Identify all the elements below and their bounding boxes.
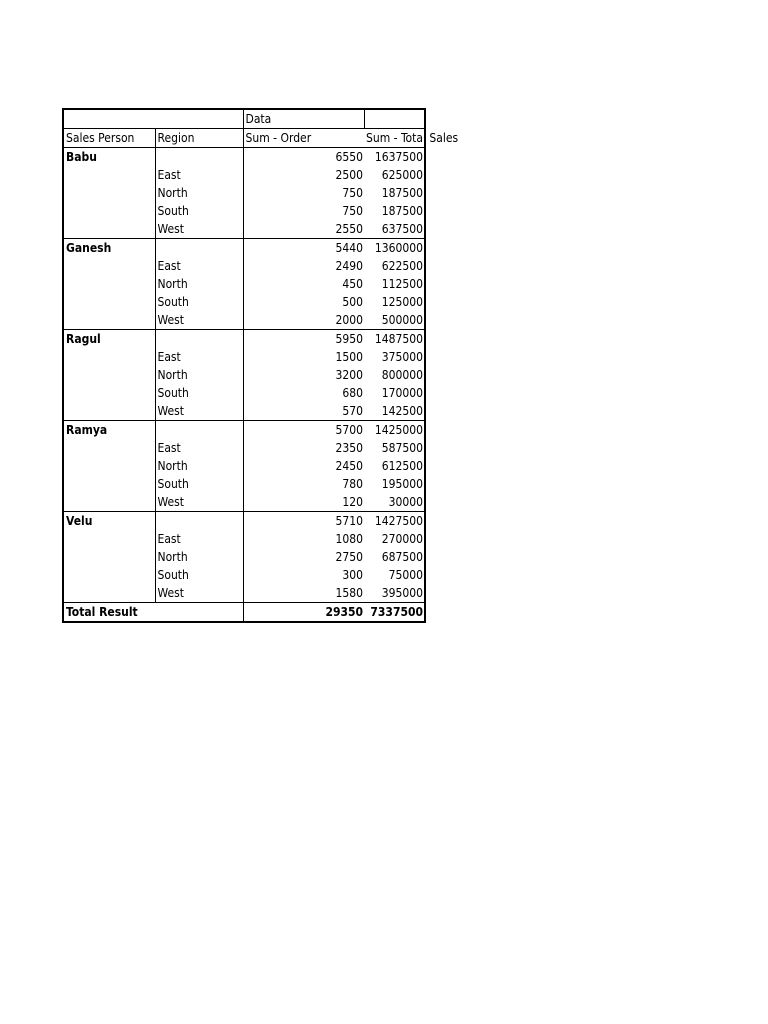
region-cell <box>155 148 243 167</box>
region-row <box>63 457 425 475</box>
order-value: 1080 <box>243 530 364 548</box>
total-sales-value: 637500 <box>364 220 425 239</box>
total-sales-value: 625000 <box>364 166 425 184</box>
order-value: 750 <box>243 202 364 220</box>
total-sales-value: 500000 <box>364 311 425 330</box>
region-row <box>63 257 425 275</box>
region-name: South <box>155 384 243 402</box>
order-value: 300 <box>243 566 364 584</box>
empty-cell <box>63 439 155 457</box>
empty-cell <box>63 566 155 584</box>
subtotal-total-sales: 1427500 <box>364 512 425 531</box>
region-row <box>63 275 425 293</box>
sales-person-name: Ramya <box>63 421 155 440</box>
region-cell <box>155 421 243 440</box>
region-row <box>63 366 425 384</box>
total-sales-value: 170000 <box>364 384 425 402</box>
region-name: East <box>155 257 243 275</box>
region-name: South <box>155 566 243 584</box>
order-value: 2750 <box>243 548 364 566</box>
order-value: 2000 <box>243 311 364 330</box>
order-value: 780 <box>243 475 364 493</box>
total-sales: 7337500 <box>364 603 425 623</box>
total-order: 29350 <box>243 603 364 623</box>
subtotal-order: 6550 <box>243 148 364 167</box>
header-sum-total-sales <box>364 129 459 148</box>
order-value: 2490 <box>243 257 364 275</box>
subtotal-order: 5440 <box>243 239 364 258</box>
order-value: 2350 <box>243 439 364 457</box>
order-value: 120 <box>243 493 364 512</box>
header-sum-order: Sum - Order <box>243 129 364 148</box>
order-value: 3200 <box>243 366 364 384</box>
column-header-row <box>63 129 425 148</box>
region-name: North <box>155 184 243 202</box>
subtotal-order: 5700 <box>243 421 364 440</box>
empty-cell <box>63 548 155 566</box>
empty-cell <box>63 275 155 293</box>
region-name: West <box>155 493 243 512</box>
empty-cell <box>63 530 155 548</box>
group-row-ragul <box>63 330 425 349</box>
empty-cell <box>63 220 155 239</box>
header-sales-person: Sales Person <box>63 129 155 148</box>
group-row-babu <box>63 148 425 167</box>
total-sales-value: 112500 <box>364 275 425 293</box>
order-value: 1500 <box>243 348 364 366</box>
region-row <box>63 311 425 330</box>
sales-person-name: Babu <box>63 148 155 167</box>
region-name: West <box>155 311 243 330</box>
group-row-velu <box>63 512 425 531</box>
total-sales-value: 395000 <box>364 584 425 603</box>
region-row <box>63 566 425 584</box>
total-sales-value: 800000 <box>364 366 425 384</box>
total-sales-value: 30000 <box>364 493 425 512</box>
region-cell <box>155 239 243 258</box>
region-row <box>63 439 425 457</box>
empty-cell <box>63 202 155 220</box>
empty-cell <box>63 348 155 366</box>
region-name: North <box>155 366 243 384</box>
region-row <box>63 293 425 311</box>
total-sales-value: 587500 <box>364 439 425 457</box>
total-sales-value: 125000 <box>364 293 425 311</box>
region-name: West <box>155 402 243 421</box>
subtotal-total-sales: 1425000 <box>364 421 425 440</box>
empty-cell <box>63 402 155 421</box>
subtotal-order: 5950 <box>243 330 364 349</box>
region-row <box>63 493 425 512</box>
region-row <box>63 584 425 603</box>
empty-cell <box>63 184 155 202</box>
header-sum-total-sales-text: Sum - Total Sales <box>366 131 459 145</box>
order-value: 500 <box>243 293 364 311</box>
sales-person-name: Ragul <box>63 330 155 349</box>
empty-cell <box>63 584 155 603</box>
order-value: 1580 <box>243 584 364 603</box>
region-name: South <box>155 475 243 493</box>
region-row <box>63 384 425 402</box>
total-sales-value: 612500 <box>364 457 425 475</box>
region-row <box>63 548 425 566</box>
empty-cell <box>63 475 155 493</box>
region-row <box>63 184 425 202</box>
region-name: East <box>155 166 243 184</box>
region-row <box>63 475 425 493</box>
empty-cell <box>63 311 155 330</box>
region-row <box>63 402 425 421</box>
total-sales-value: 270000 <box>364 530 425 548</box>
total-sales-value: 142500 <box>364 402 425 421</box>
region-cell <box>155 330 243 349</box>
region-cell <box>155 512 243 531</box>
region-row <box>63 530 425 548</box>
order-value: 2550 <box>243 220 364 239</box>
order-value: 450 <box>243 275 364 293</box>
total-result-label: Total Result <box>63 603 243 623</box>
sales-person-name: Ganesh <box>63 239 155 258</box>
region-name: North <box>155 457 243 475</box>
total-sales-value: 622500 <box>364 257 425 275</box>
region-name: North <box>155 548 243 566</box>
subtotal-order: 5710 <box>243 512 364 531</box>
empty-cell <box>63 293 155 311</box>
total-sales-value: 75000 <box>364 566 425 584</box>
region-name: South <box>155 293 243 311</box>
group-row-ganesh <box>63 239 425 258</box>
region-name: East <box>155 530 243 548</box>
total-sales-value: 687500 <box>364 548 425 566</box>
region-row <box>63 348 425 366</box>
order-value: 2450 <box>243 457 364 475</box>
total-sales-value: 195000 <box>364 475 425 493</box>
empty-cell <box>63 457 155 475</box>
total-sales-value: 375000 <box>364 348 425 366</box>
subtotal-total-sales: 1487500 <box>364 330 425 349</box>
region-row <box>63 166 425 184</box>
data-header-row <box>63 109 425 129</box>
group-row-ramya <box>63 421 425 440</box>
order-value: 750 <box>243 184 364 202</box>
region-name: North <box>155 275 243 293</box>
pivot-body <box>63 109 459 622</box>
sales-person-name: Velu <box>63 512 155 531</box>
total-result-row <box>63 603 425 623</box>
data-label: Data <box>243 109 364 129</box>
header-region: Region <box>155 129 243 148</box>
empty-cell <box>63 166 155 184</box>
pivot-table <box>62 108 459 623</box>
region-name: West <box>155 220 243 239</box>
subtotal-total-sales: 1360000 <box>364 239 425 258</box>
region-name: East <box>155 439 243 457</box>
empty-cell <box>63 384 155 402</box>
region-row <box>63 202 425 220</box>
empty-cell <box>63 366 155 384</box>
region-row <box>63 220 425 239</box>
empty-cell <box>155 109 243 129</box>
region-name: East <box>155 348 243 366</box>
empty-cell <box>63 493 155 512</box>
total-sales-value: 187500 <box>364 202 425 220</box>
region-name: West <box>155 584 243 603</box>
empty-cell <box>364 109 425 129</box>
order-value: 680 <box>243 384 364 402</box>
order-value: 570 <box>243 402 364 421</box>
empty-cell <box>63 257 155 275</box>
subtotal-total-sales: 1637500 <box>364 148 425 167</box>
empty-cell <box>63 109 155 129</box>
order-value: 2500 <box>243 166 364 184</box>
total-sales-value: 187500 <box>364 184 425 202</box>
region-name: South <box>155 202 243 220</box>
